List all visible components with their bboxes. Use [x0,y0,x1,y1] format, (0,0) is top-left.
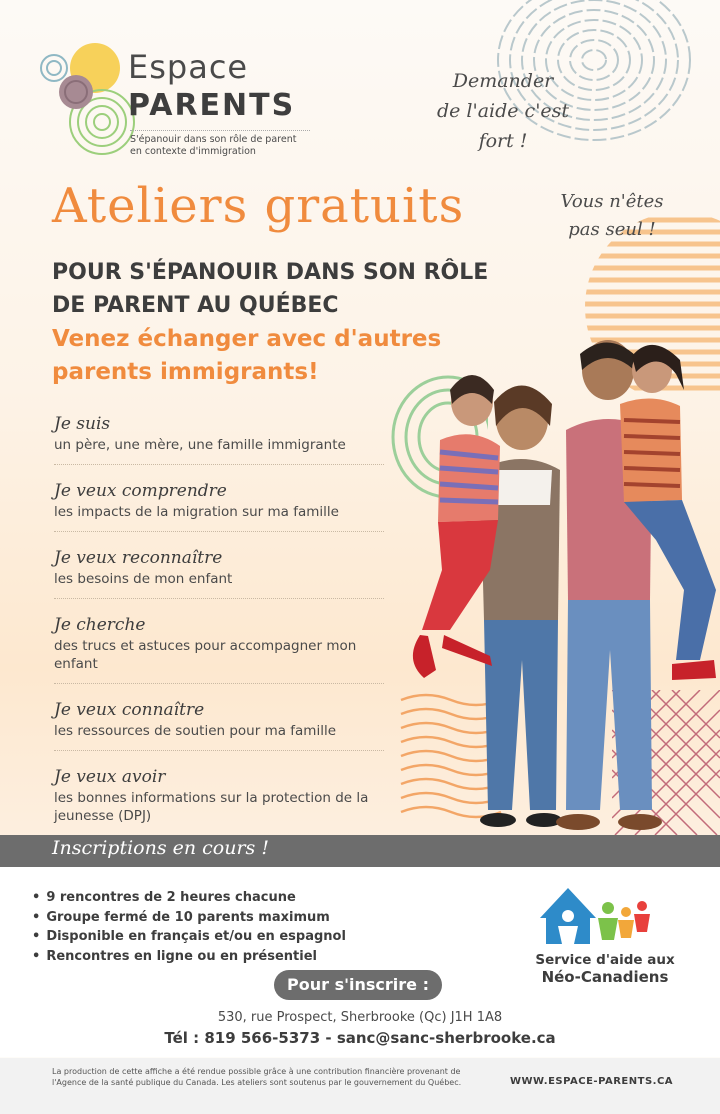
logo-tagline: S'épanouir dans son rôle de parent en contexte d'immigration [130,130,310,158]
list-item: Je veux comprendre les impacts de la migration sur ma famille [54,477,384,532]
list-item: Je veux connaître les ressources de soutien pour ma famille [54,696,384,751]
espace-parents-logo [40,40,320,160]
contact-info[interactable]: Tél : 819 566-5373 - sanc@sanc-sherbrooke.ca [164,1029,556,1047]
sanc-name-line1: Service d'aide aux [535,952,675,968]
list-item: • Disponible en français et/ou en espagnol [32,927,372,947]
list-item: • Rencontres en ligne ou en présentiel [32,947,372,967]
sanc-logo [520,882,690,992]
list-item: • 9 rencontres de 2 heures chacune [32,888,372,908]
banner-text: Inscriptions en cours ! [52,837,269,859]
workshop-details-list [32,888,372,966]
logo-word-espace: Espace [128,48,249,86]
list-item: • Groupe fermé de 10 parents maximum [32,908,372,928]
workshop-reasons-list [54,410,384,847]
list-item: Je cherche des trucs et astuces pour accompagner mon enfant [54,611,384,684]
sanc-name-line2: Néo-Canadiens [541,968,669,986]
list-item: Je suis un père, une mère, une famille immigrante [54,410,384,465]
funding-credits: La production de cette affiche a été rendue possible grâce à une contribution financière provenant de l'Agence de la santé publique du Canada. Les ateliers sont soutenus par le gouvernement du Québec. [52,1067,462,1087]
logo-word-parents: PARENTS [128,88,296,123]
website-link[interactable]: WWW.ESPACE-PARENTS.CA [510,1076,674,1087]
family-photo [380,330,720,870]
logo-circles-icon [40,40,140,160]
house-people-icon [520,882,690,950]
quote-help-is-strong: Demander de l'aide c'est fort ! [436,70,570,152]
address: 530, rue Prospect, Sherbrooke (Qc) J1H 1A8 [217,1010,503,1025]
subtitle: POUR S'ÉPANOUIR DANS SON RÔLE DE PARENT AU QUÉBEC [52,260,489,318]
list-item: Je veux reconnaître les besoins de mon enfant [54,544,384,599]
register-label: Pour s'inscrire : [274,970,442,1000]
quote-not-alone: Vous n'êtes pas seul ! [560,191,664,240]
invitation-text: Venez échanger avec d'autres parents immigrants! [52,326,442,385]
registration-banner [0,835,720,867]
list-item: Je veux avoir les bonnes informations sur la protection de la jeunesse (DPJ) [54,767,369,824]
headline-free-workshops: Ateliers gratuits [52,178,465,234]
